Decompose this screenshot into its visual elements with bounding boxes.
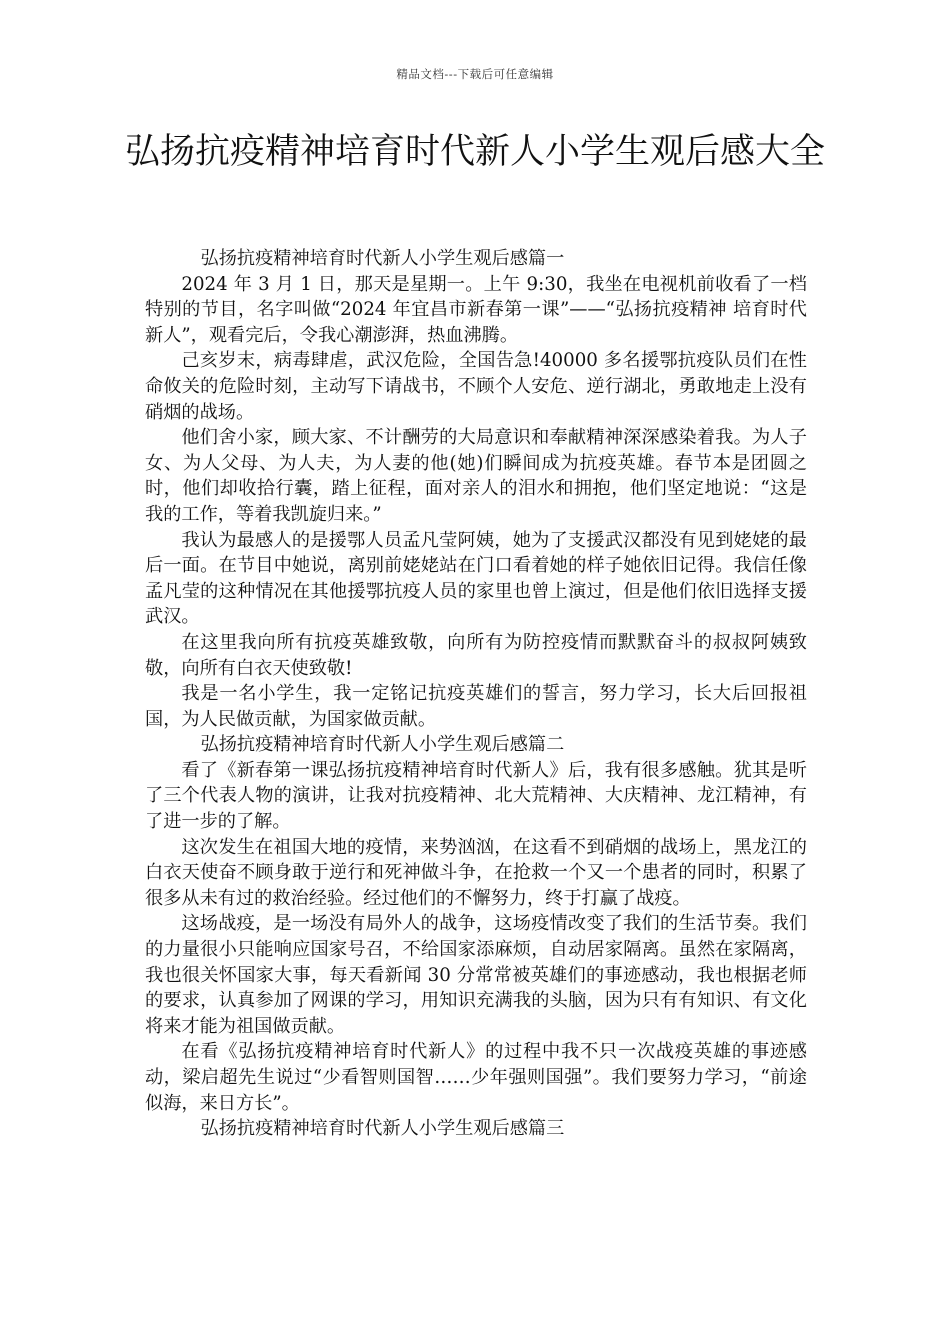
paragraph: 在这里我向所有抗疫英雄致敬，向所有为防控疫情而默默奋斗的叔叔阿姨致敬，向所有白衣天使致敬! xyxy=(145,631,807,679)
paragraph: 2024 年 3 月 1 日，那天是星期一。上午 9:30，我坐在电视机前收看了一档特别的节目，名字叫做“2024 年宜昌市新春第一课”——“弘扬抗疫精神 培育时代新人”，观看完后，令我心潮澎湃，热血沸腾。 xyxy=(145,273,807,346)
paragraph: 我是一名小学生，我一定铭记抗疫英雄们的誓言，努力学习，长大后回报祖国，为人民做贡献，为国家做贡献。 xyxy=(145,683,807,730)
document-title: 弘扬抗疫精神培育时代新人小学生观后感大全 xyxy=(124,132,825,172)
section-heading: 弘扬抗疫精神培育时代新人小学生观后感篇一 xyxy=(200,248,565,269)
paragraph: 这场战疫，是一场没有局外人的战争，这场疫情改变了我们的生活节奏。我们的力量很小只能响应国家号召，不给国家添麻烦，自动居家隔离。虽然在家隔离，我也很关怀国家大事，每天看新闻 30 分常常被英雄们的事迹感动，我也根据老师的要求，认真参加了网课的学习，用知识充满我的头脑，因为只有有知识、有文化将来才能为祖国做贡献。 xyxy=(145,913,807,1037)
paragraph: 在看《弘扬抗疫精神培育时代新人》的过程中我不只一次战疫英雄的事迹感动，梁启超先生说过“少看智则国智……少年强则国强”。我们要努力学习，“前途似海，来日方长”。 xyxy=(145,1041,807,1114)
document-body xyxy=(145,246,807,1142)
section-heading: 弘扬抗疫精神培育时代新人小学生观后感篇三 xyxy=(200,1118,565,1140)
paragraph: 我认为最感人的是援鄂人员孟凡莹阿姨，她为了支援武汉都没有见到姥姥的最后一面。在节目中她说，离别前姥姥站在门口看着她的样子她依旧记得。我信任像孟凡莹的这种情况在其他援鄂抗疫人员的家里也曾上演过，但是他们依旧选择支援武汉。 xyxy=(145,529,807,628)
paragraph: 他们舍小家，顾大家、不计酬劳的大局意识和奉献精神深深感染着我。为人子女、为人父母、为人夫，为人妻的他(她)们瞬间成为抗疫英雄。春节本是团圆之时，他们却收拾行囊，踏上征程，面对亲人的泪水和拥抱，他们坚定地说：“这是我的工作，等着我凯旋归来。” xyxy=(145,427,807,525)
paragraph: 看了《新春第一课弘扬抗疫精神培育时代新人》后，我有很多感触。犹其是听了三个代表人物的演讲，让我对抗疫精神、北大荒精神、大庆精神、龙江精神，有了进一步的了解。 xyxy=(145,759,807,833)
header-note: 精品文档---下载后可任意编辑 xyxy=(396,67,554,81)
paragraph: 己亥岁末，病毒肆虐，武汉危险，全国告急!40000 多名援鄂抗疫队员们在性命攸关的危险时刻，主动写下请战书，不顾个人安危、逆行湖北，勇敢地走上没有硝烟的战场。 xyxy=(145,350,807,423)
paragraph: 这次发生在祖国大地的疫情，来势汹汹，在这看不到硝烟的战场上，黑龙江的白衣天使奋不顾身敢于逆行和死神做斗争，在抢救一个又一个患者的同时，积累了很多从未有过的救治经验。经过他们的不懈努力，终于打赢了战疫。 xyxy=(145,836,807,909)
section-heading: 弘扬抗疫精神培育时代新人小学生观后感篇二 xyxy=(200,734,565,756)
